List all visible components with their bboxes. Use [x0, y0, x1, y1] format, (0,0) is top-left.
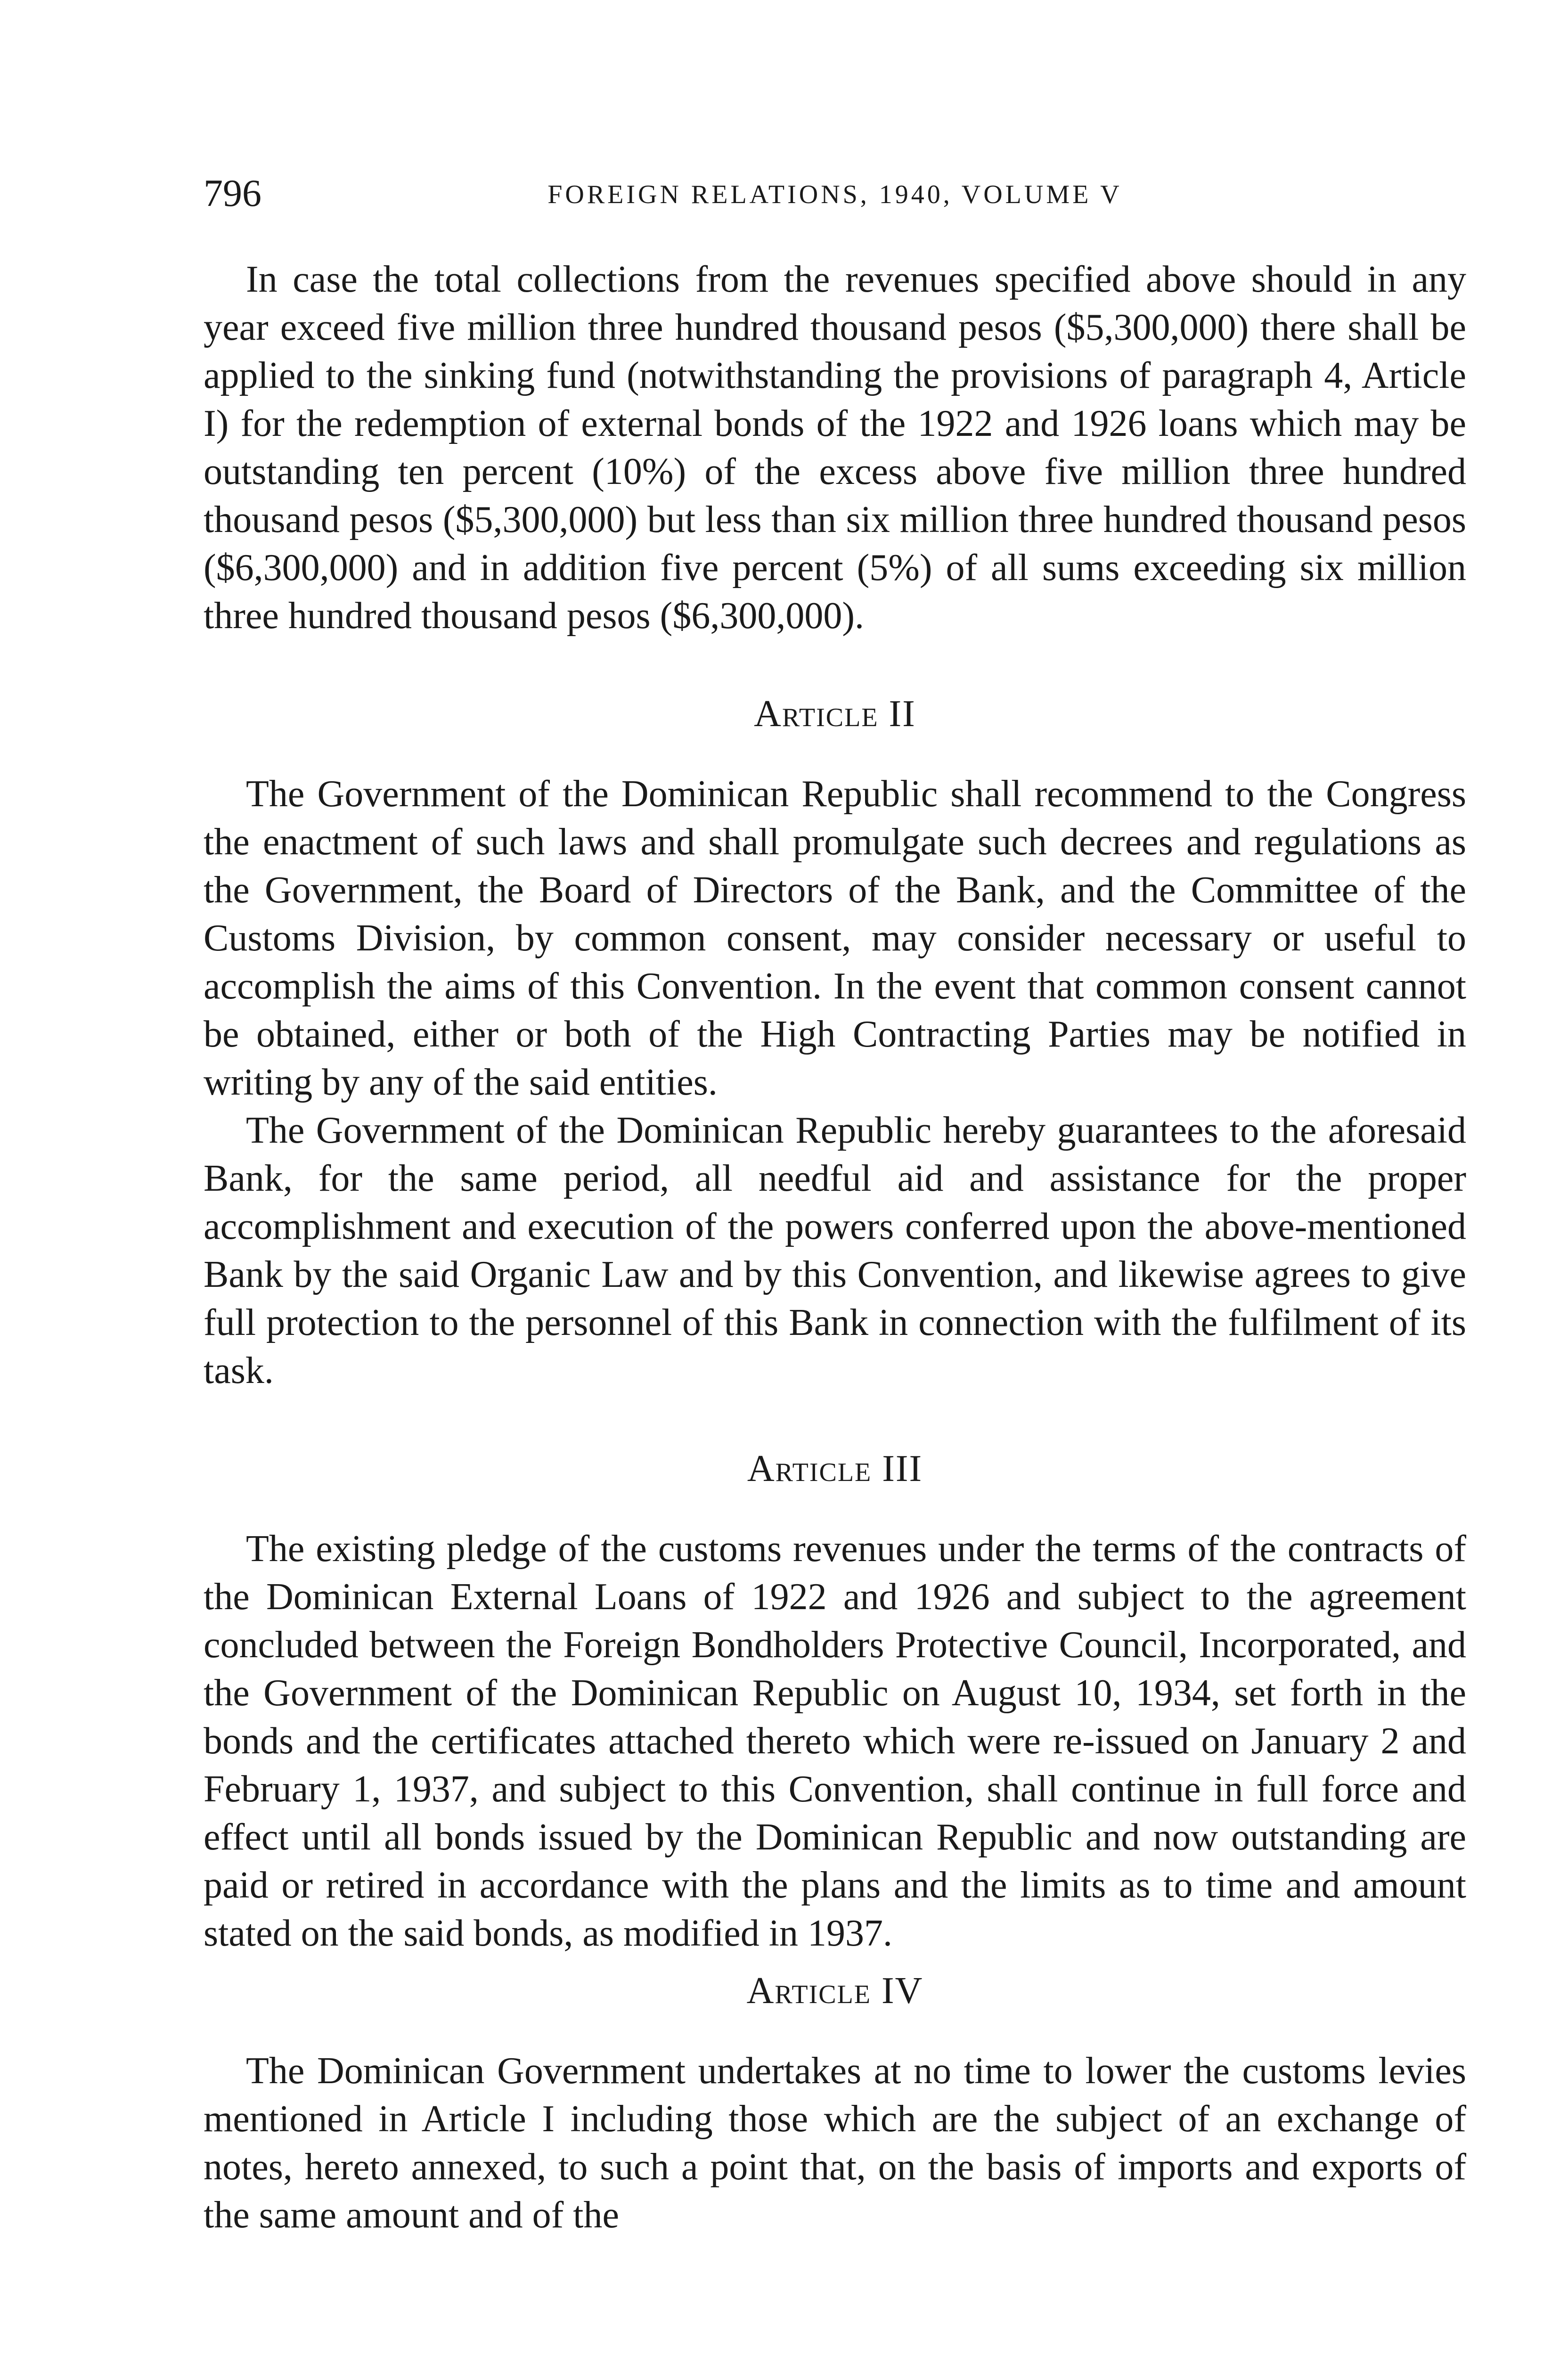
article-iv-heading: Article IV: [746, 1970, 923, 2012]
page-header: [204, 170, 1466, 221]
document-page: [204, 170, 1466, 2239]
page-number: 796: [204, 172, 261, 214]
article-ii-paragraph-1: The Government of the Dominican Republic shall recommend to the Congress the enactment of such laws and shall promulgate such decrees and regulations as the Government, the Board of Directors of the Bank, and the Committee of the Customs Division, by common consent, may consider necessary or useful to accomplish the aims of this Convention. In the event that common consent cannot be obtained, either or both of the High Contracting Parties may be notified in writing by any of the said entities.: [204, 773, 1466, 1103]
paragraph-intro: In case the total collections from the revenues specified above should in any year exceed five million three hundred thousand pesos ($5,300,000) there shall be applied to the sinking fund (notwithstanding the provisions of paragraph 4, Article I) for the redemption of external bonds of the 1922 and 1926 loans which may be outstanding ten percent (10%) of the excess above five million three hundred thousand pesos ($5,300,000) but less than six million three hundred thousand pesos ($6,300,000) and in addition five percent (5%) of all sums exceeding six million three hundred thousand pesos ($6,300,000).: [204, 259, 1466, 637]
article-iii-paragraph-1: The existing pledge of the customs revenues under the terms of the contracts of the Dominican External Loans of 1922 and 1926 and subject to the agreement concluded between the Foreign Bondholders Protective Council, Incorporated, and the Government of the Dominican Republic on August 10, 1934, set forth in the bonds and the certificates attached thereto which were re-issued on January 2 and February 1, 1937, and subject to this Convention, shall continue in full force and effect until all bonds issued by the Dominican Republic and now outstanding are paid or retired in accordance with the plans and the limits as to time and amount stated on the said bonds, as modified in 1937.: [204, 1528, 1466, 1954]
article-ii-heading: Article II: [754, 693, 916, 735]
article-iv-paragraph-1: The Dominican Government undertakes at no time to lower the customs levies mentioned in Article I including those which are the subject of an exchange of notes, hereto annexed, to such a point that, on the basis of imports and exports of the same amount and of the: [204, 2050, 1466, 2236]
running-head: FOREIGN RELATIONS, 1940, VOLUME V: [547, 180, 1122, 209]
article-ii-paragraph-2: The Government of the Dominican Republic hereby guarantees to the aforesaid Bank, for the same period, all needful aid and assistance for the proper accomplishment and execution of the powers conferred upon the above-mentioned Bank by the said Organic Law and by this Convention, and likewise agrees to give full protection to the personnel of this Bank in connection with the fulfilment of its task.: [204, 1110, 1466, 1391]
article-iii-heading: Article III: [747, 1448, 923, 1489]
